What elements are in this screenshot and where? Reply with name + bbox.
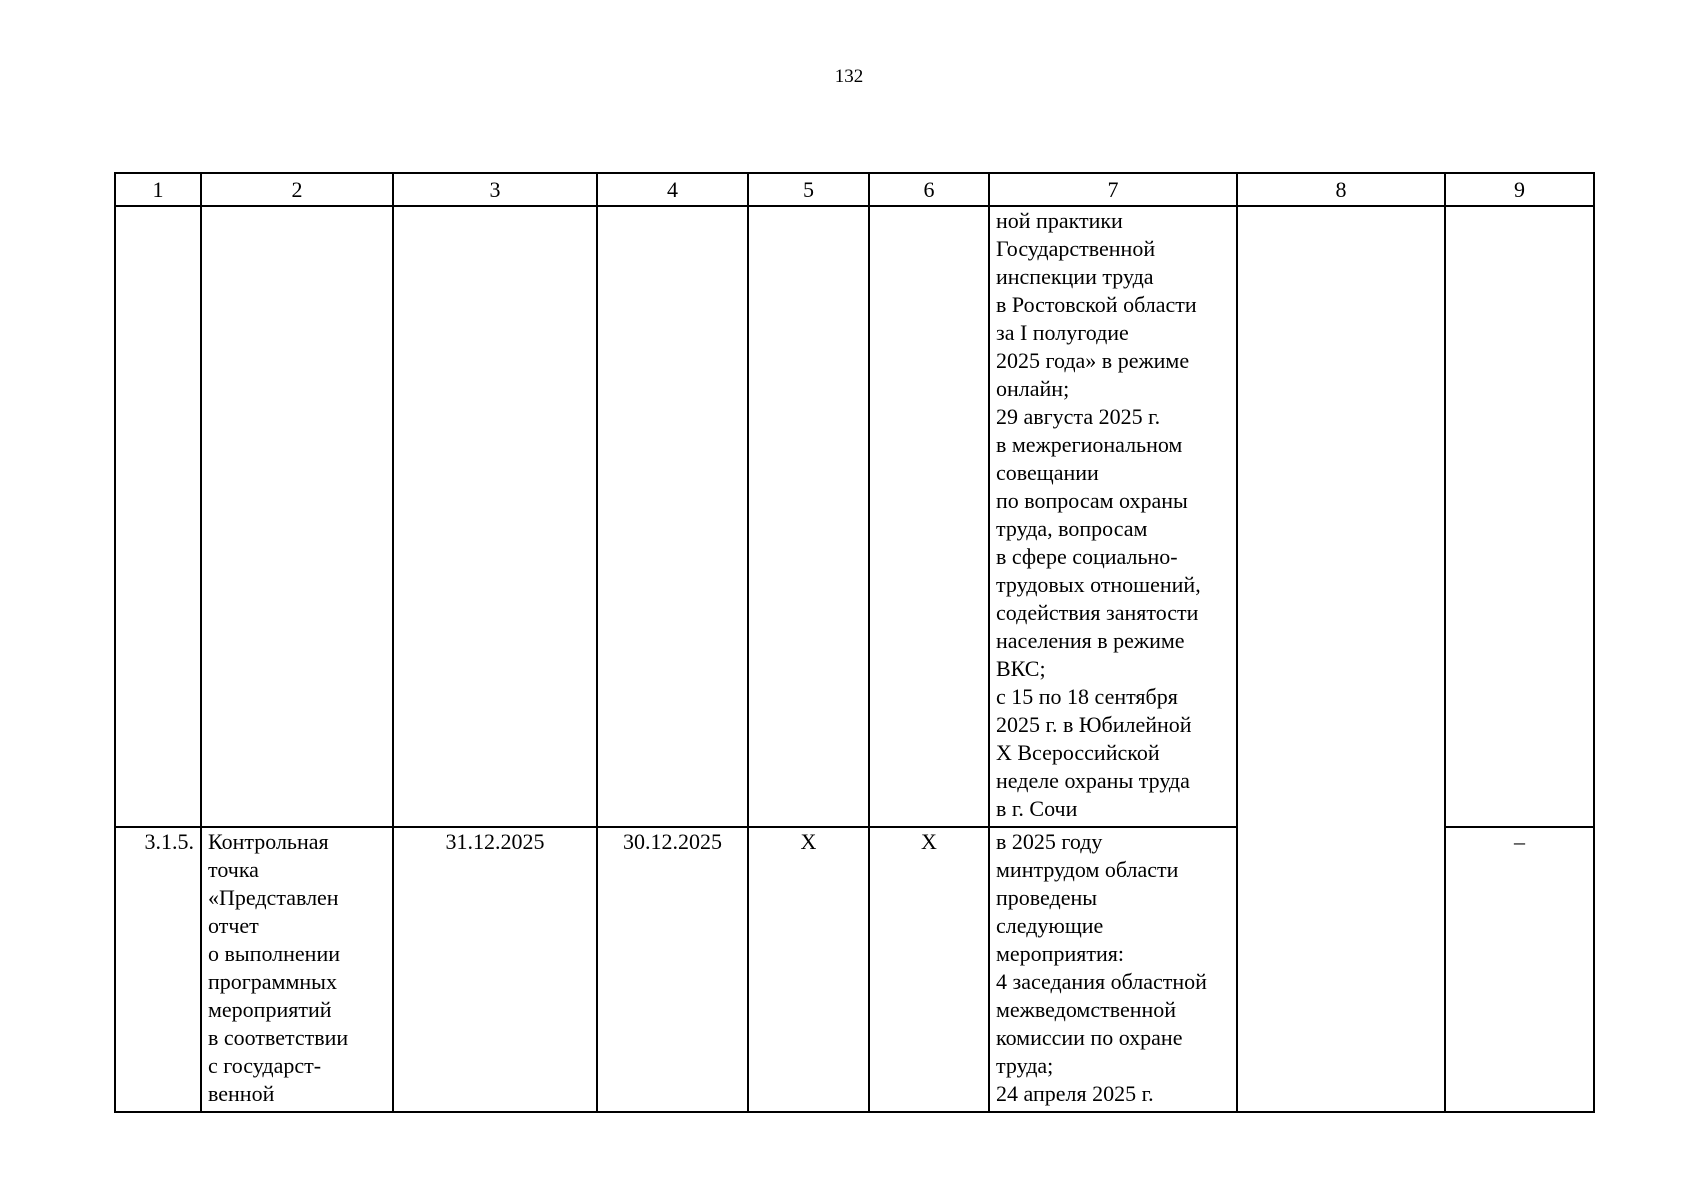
- text-line: в межрегиональном: [996, 432, 1183, 457]
- text-line: неделе охраны труда: [996, 768, 1190, 793]
- cell-name: [201, 206, 393, 827]
- header-row: [115, 173, 1594, 206]
- text-line: точка: [208, 857, 259, 882]
- column-header-6: 6: [869, 173, 989, 206]
- text-line: мероприятия:: [996, 941, 1124, 966]
- text-line: ной практики: [996, 208, 1123, 233]
- cell-col9: –: [1445, 827, 1594, 1112]
- text-line: «Представлен: [208, 885, 339, 910]
- text-line: минтрудом области: [996, 857, 1179, 882]
- text-line: в Ростовской области: [996, 292, 1197, 317]
- page-number: 132: [834, 66, 864, 87]
- text-line: 4 заседания областной: [996, 969, 1207, 994]
- cell-col6: X: [869, 827, 989, 1112]
- cell-col9: [1445, 206, 1594, 827]
- text-line: Государственной: [996, 236, 1156, 261]
- text-line: в соответствии: [208, 1025, 349, 1050]
- text-line: 2025 года» в режиме: [996, 348, 1190, 373]
- column-header-7: 7: [989, 173, 1237, 206]
- column-header-2: 2: [201, 173, 393, 206]
- text-line: программных: [208, 969, 337, 994]
- text-line: в г. Сочи: [996, 796, 1078, 821]
- text-line: с 15 по 18 сентября: [996, 684, 1178, 709]
- text-line: содействия занятости: [996, 600, 1199, 625]
- cell-col5: X: [748, 827, 869, 1112]
- text-line: X Всероссийской: [996, 740, 1160, 765]
- column-header-4: 4: [597, 173, 748, 206]
- column-header-5: 5: [748, 173, 869, 206]
- text-line: за I полугодие: [996, 320, 1129, 345]
- text-line: 29 августа 2025 г.: [996, 404, 1161, 429]
- text-line: 2025 г. в Юбилейной: [996, 712, 1192, 737]
- cell-number: [115, 206, 201, 827]
- text-line: с государст-: [208, 1053, 322, 1078]
- text-line: межведомственной: [996, 997, 1177, 1022]
- cell-date-planned: 31.12.2025: [393, 827, 597, 1112]
- text-line: венной: [208, 1081, 275, 1106]
- cell-date-planned: [393, 206, 597, 827]
- text-line: мероприятий: [208, 997, 332, 1022]
- text-line: в сфере социально-: [996, 544, 1178, 569]
- text-line: отчет: [208, 913, 259, 938]
- cell-result-text: [989, 206, 1237, 827]
- cell-date-actual: 30.12.2025: [597, 827, 748, 1112]
- text-line: ВКС;: [996, 656, 1046, 681]
- text-line: труда;: [996, 1053, 1054, 1078]
- text-line: онлайн;: [996, 376, 1070, 401]
- text-line: труда, вопросам: [996, 516, 1148, 541]
- text-line: населения в режиме: [996, 628, 1185, 653]
- text-line: следующие: [996, 913, 1104, 938]
- table-row-continuation: [115, 206, 1594, 827]
- text-line: 24 апреля 2025 г.: [996, 1081, 1154, 1106]
- text-line: проведены: [996, 885, 1098, 910]
- cell-col6: [869, 206, 989, 827]
- column-header-1: 1: [115, 173, 201, 206]
- column-header-8: 8: [1237, 173, 1445, 206]
- text-line: по вопросам охраны: [996, 488, 1188, 513]
- cell-name: [201, 827, 393, 1112]
- column-header-3: 3: [393, 173, 597, 206]
- text-line: о выполнении: [208, 941, 340, 966]
- text-line: в 2025 году: [996, 829, 1103, 854]
- text-line: трудовых отношений,: [996, 572, 1201, 597]
- cell-col5: [748, 206, 869, 827]
- text-line: Контрольная: [208, 829, 329, 854]
- text-line: инспекции труда: [996, 264, 1154, 289]
- cell-col8: [1237, 206, 1445, 1112]
- cell-date-actual: [597, 206, 748, 827]
- cell-number: 3.1.5.: [115, 827, 201, 1112]
- report-table: [114, 172, 1595, 1113]
- text-line: совещании: [996, 460, 1099, 485]
- text-line: комиссии по охране: [996, 1025, 1183, 1050]
- cell-result-text: [989, 827, 1237, 1112]
- column-header-9: 9: [1445, 173, 1594, 206]
